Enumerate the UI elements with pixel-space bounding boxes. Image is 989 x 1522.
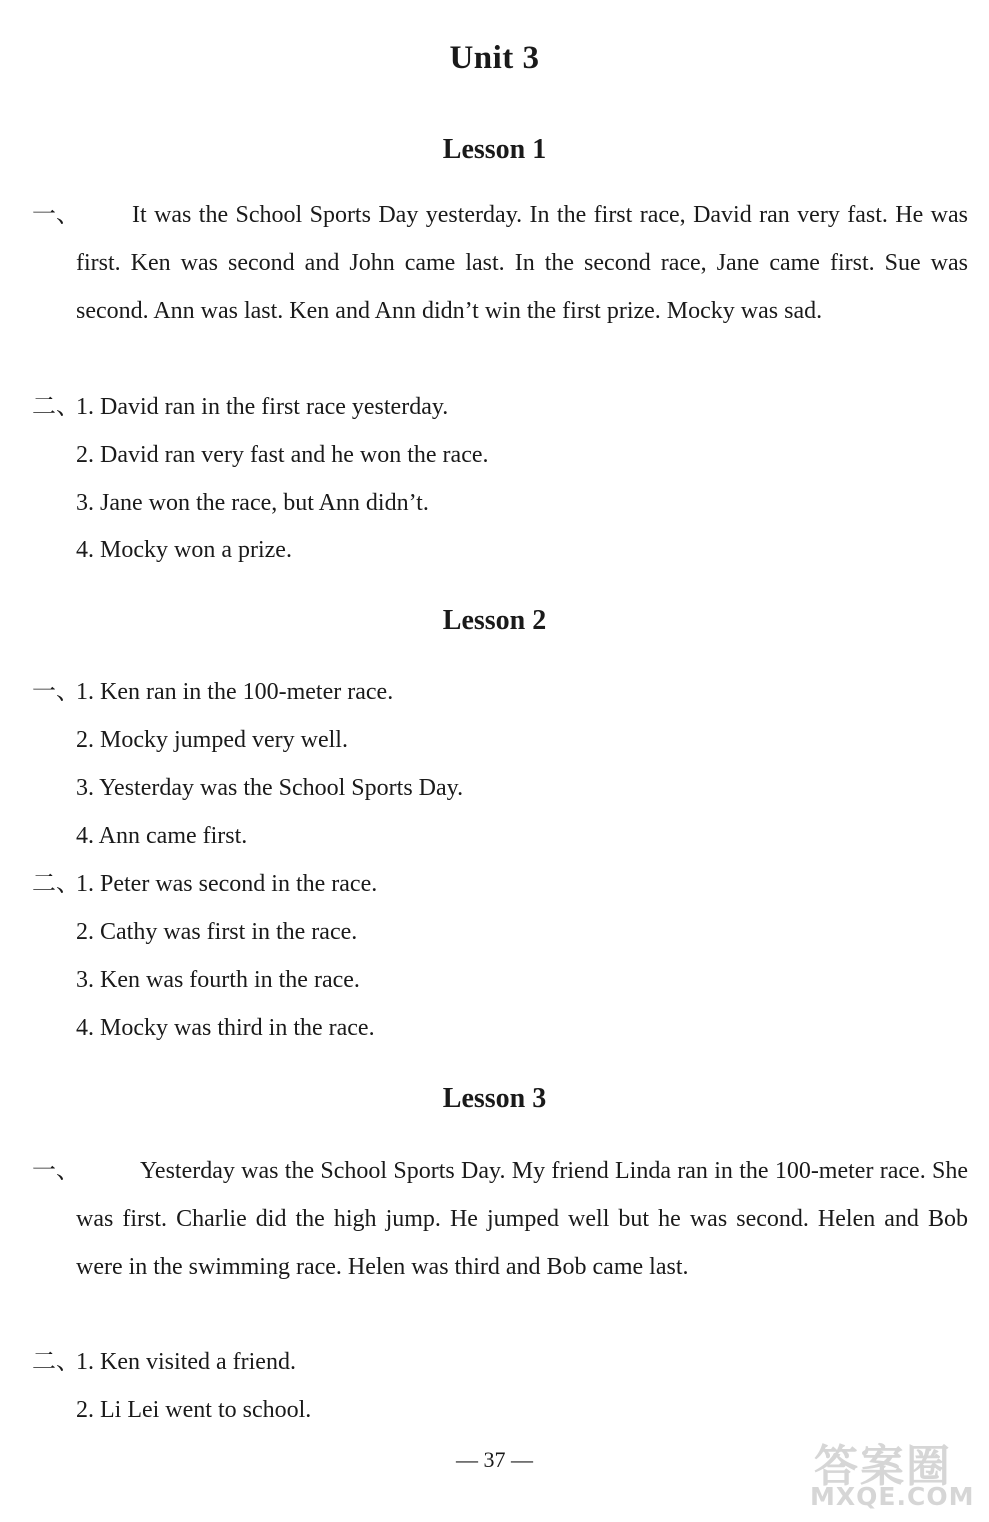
lesson-2-part2-item: 1. Peter was second in the race. [76, 871, 378, 897]
lesson-3-part1-paragraph-text: Yesterday was the School Sports Day. My friend Linda ran in the 100-meter race. She was first. Charlie did the high jump. He jumped well but he was second. Helen and Bob were in the swimming race. Helen was third and Bob came last. [76, 1158, 968, 1280]
lesson-3-title: Lesson 3 [442, 1083, 547, 1114]
lesson-1-part2-item: 3. Jane won the race, but Ann didn’t. [76, 490, 429, 516]
lesson-1-title: Lesson 1 [442, 134, 547, 165]
lesson-2-part2-item: 4. Mocky was third in the race. [76, 1015, 375, 1041]
lesson-2-part1-item: 1. Ken ran in the 100-meter race. [76, 679, 394, 705]
watermark-logo-bottom: MXQE.COM [810, 1482, 975, 1511]
lesson-2-title: Lesson 2 [442, 605, 547, 636]
lesson-3-part1-marker: 一、 [32, 1158, 80, 1184]
lesson-3-part2-marker: 二、 [32, 1349, 80, 1375]
lesson-2-part1-marker: 一、 [32, 679, 80, 705]
lesson-1-part2-item: 4. Mocky won a prize. [76, 537, 292, 563]
lesson-1-part1-marker: 一、 [32, 202, 80, 228]
lesson-3-part1-paragraph [76, 1147, 968, 1291]
page-number: — 37 — [456, 1447, 533, 1472]
lesson-2-part2-marker: 二、 [32, 871, 80, 897]
lesson-1-part1-paragraph-text: It was the School Sports Day yesterday. In the first race, David ran very fast. He was first. Ken was second and John came last. In the second race, Jane came first. Sue was second. Ann was last. Ken and Ann didn’t win the first prize. Mocky was sad. [76, 202, 968, 324]
lesson-1-part1-paragraph [76, 191, 968, 335]
lesson-1-part2-item: 1. David ran in the first race yesterday. [76, 394, 449, 420]
lesson-2-part1-item: 4. Ann came first. [76, 823, 248, 849]
lesson-2-part2-item: 2. Cathy was first in the race. [76, 919, 358, 945]
lesson-3-part2-item: 1. Ken visited a friend. [76, 1349, 296, 1375]
watermark-logo-top: 答案圈 [814, 1441, 952, 1492]
watermark-logo [808, 1430, 978, 1515]
lesson-1-part2-item: 2. David ran very fast and he won the race. [76, 442, 489, 468]
lesson-1-part2-marker: 二、 [32, 394, 80, 420]
lesson-3-part2-item: 2. Li Lei went to school. [76, 1397, 312, 1423]
lesson-2-part1-item: 3. Yesterday was the School Sports Day. [76, 775, 464, 801]
unit-title: Unit 3 [449, 40, 540, 76]
lesson-2-part2-item: 3. Ken was fourth in the race. [76, 967, 360, 993]
lesson-2-part1-item: 2. Mocky jumped very well. [76, 727, 348, 753]
